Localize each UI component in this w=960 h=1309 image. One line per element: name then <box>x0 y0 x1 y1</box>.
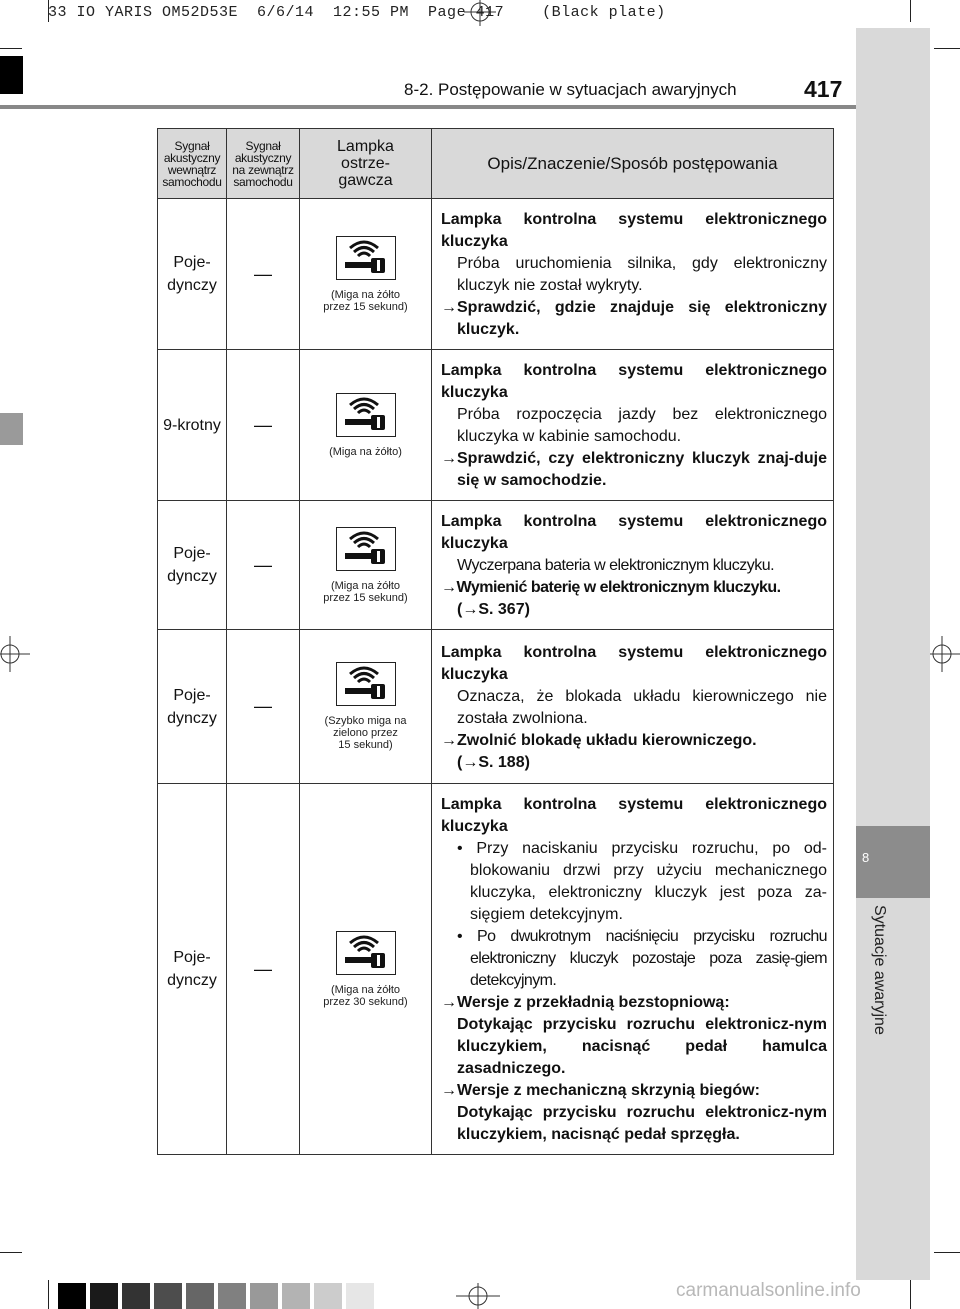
chapter-side-strip <box>856 28 930 1280</box>
table-row <box>158 350 834 501</box>
chapter-number: 8 <box>862 850 870 865</box>
row-body: Oznacza, że blokada układu kierowniczego nie została zwolniona. <box>457 687 827 727</box>
edge-grey-tab <box>0 413 23 445</box>
chapter-title: Sytuacje awaryjne <box>871 905 888 1035</box>
crop-mark <box>910 1280 911 1309</box>
smart-key-indicator-icon <box>336 931 396 975</box>
table-row <box>158 630 834 784</box>
color-bar-swatch <box>186 1283 214 1309</box>
color-bar-swatch <box>218 1283 246 1309</box>
warning-light-cell: (Miga na żółto) <box>300 350 432 501</box>
smart-key-indicator-icon <box>336 236 396 280</box>
row-title: Lampka kontrolna systemu elektronicznego kluczyka <box>441 362 827 401</box>
bullet-item: • Po dwukrotnym naciśnięciu przycisku rozruchu elektroniczny kluczyk pozostaje poza zasię-giem detekcyjnym. <box>457 928 827 989</box>
outside-buzzer-cell: — <box>227 630 300 784</box>
watermark: carmanualsonline.info <box>676 1280 861 1301</box>
row-title: Lampka kontrolna systemu elektronicznego kluczyka <box>441 211 827 250</box>
crop-mark <box>934 48 960 49</box>
color-bar-swatch <box>282 1283 310 1309</box>
header-inside-buzzer: Sygnał akustyczny wewnątrz samochodu <box>158 129 227 199</box>
row-action: →Sprawdzić, czy elektroniczny kluczyk znaj-duje się w samochodzie. <box>441 450 827 489</box>
color-bar-swatch <box>58 1283 86 1309</box>
smart-key-indicator-icon <box>336 527 396 571</box>
row-action-text: Dotykając przycisku rozruchu elektronicz-nym kluczykiem, nacisnąć pedał sprzęgła. <box>457 1104 827 1143</box>
crop-mark <box>910 0 911 22</box>
color-bar-swatch <box>122 1283 150 1309</box>
row-action: →Wersje z przekładnią bezstopniową: <box>441 994 730 1011</box>
color-bar-swatch <box>314 1283 342 1309</box>
row-action: →Zwolnić blokadę układu kierowniczego. <box>441 731 757 749</box>
corner-black-tab <box>0 56 23 94</box>
color-bar-swatch <box>250 1283 278 1309</box>
row-title: Lampka kontrolna systemu elektronicznego kluczyka <box>441 643 827 683</box>
header-outside-buzzer: Sygnał akustyczny na zewnątrz samochodu <box>227 129 300 199</box>
crop-mark <box>48 1280 49 1309</box>
page-reference: (→S. 188) <box>457 753 530 771</box>
row-body: Próba uruchomienia silnika, gdy elektroniczny kluczyk nie został wykryty. <box>457 255 827 294</box>
outside-buzzer-cell: — <box>227 501 300 630</box>
description-cell <box>432 199 834 350</box>
crop-mark <box>934 1252 960 1253</box>
row-title: Lampka kontrolna systemu elektronicznego kluczyka <box>441 513 827 552</box>
description-cell <box>432 501 834 630</box>
registration-mark-bottom <box>456 1283 500 1309</box>
row-body: Wyczerpana bateria w elektronicznym kluczyku. <box>457 557 775 574</box>
row-action-text: Dotykając przycisku rozruchu elektronicz-nym kluczykiem, nacisnąć pedał hamulca zasadniczego. <box>457 1016 827 1077</box>
row-action: →Wymienić baterię w elektronicznym kluczyku. <box>441 579 781 596</box>
inside-buzzer-cell: Poje- dynczy <box>158 501 227 630</box>
inside-buzzer-cell: Poje- dynczy <box>158 630 227 784</box>
crop-mark <box>0 48 22 49</box>
warning-light-cell: (Miga na żółto przez 30 sekund) <box>300 784 432 1155</box>
page-number: 417 <box>804 76 843 102</box>
color-bar-swatch <box>346 1283 374 1309</box>
description-cell <box>432 350 834 501</box>
crop-mark <box>0 1252 22 1253</box>
table-row <box>158 784 834 1155</box>
table-row <box>158 199 834 350</box>
page-reference: (→S. 367) <box>457 601 530 618</box>
inside-buzzer-cell: 9-krotny <box>158 350 227 501</box>
outside-buzzer-cell: — <box>227 199 300 350</box>
outside-buzzer-cell: — <box>227 784 300 1155</box>
row-action: →Wersje z mechaniczną skrzynią biegów: <box>441 1082 760 1099</box>
row-body: Próba rozpoczęcia jazdy bez elektronicznego kluczyka w kabinie samochodu. <box>457 406 827 445</box>
color-bar-swatch <box>154 1283 182 1309</box>
header-warning-light: Lampka ostrze- gawcza <box>300 129 432 199</box>
description-cell <box>432 784 834 1155</box>
warning-light-cell: (Miga na żółto przez 15 sekund) <box>300 199 432 350</box>
smart-key-indicator-icon <box>336 393 396 437</box>
header-rule <box>0 105 856 109</box>
color-bar-swatch <box>90 1283 118 1309</box>
row-action: →Sprawdzić, gdzie znajduje się elektroniczny kluczyk. <box>441 299 827 338</box>
registration-mark-left <box>0 634 32 674</box>
warning-light-cell: (Szybko miga na zielono przez 15 sekund) <box>300 630 432 784</box>
description-cell <box>432 630 834 784</box>
bullet-item: • Przy naciskaniu przycisku rozruchu, po od-blokowaniu drzwi przy użyciu mechanicznego kluczyka, elektroniczny kluczyk jest poza za-sięgiem detekcyjnym. <box>457 840 827 923</box>
row-title: Lampka kontrolna systemu elektronicznego kluczyka <box>441 796 827 835</box>
header-description: Opis/Znaczenie/Sposób postępowania <box>432 129 834 199</box>
inside-buzzer-cell: Poje- dynczy <box>158 199 227 350</box>
print-slug: 33 IO YARIS OM52D53E 6/6/14 12:55 PM Page 417 (Black plate) <box>48 4 666 21</box>
warning-table <box>157 128 834 1155</box>
table-header-row <box>158 129 834 199</box>
table-row <box>158 501 834 630</box>
smart-key-indicator-icon <box>336 662 396 706</box>
outside-buzzer-cell: — <box>227 350 300 501</box>
inside-buzzer-cell: Poje- dynczy <box>158 784 227 1155</box>
warning-light-cell: (Miga na żółto przez 15 sekund) <box>300 501 432 630</box>
section-title: 8-2. Postępowanie w sytuacjach awaryjnych <box>404 80 737 99</box>
chapter-title-vertical <box>866 905 888 1065</box>
registration-mark-right <box>928 634 960 674</box>
